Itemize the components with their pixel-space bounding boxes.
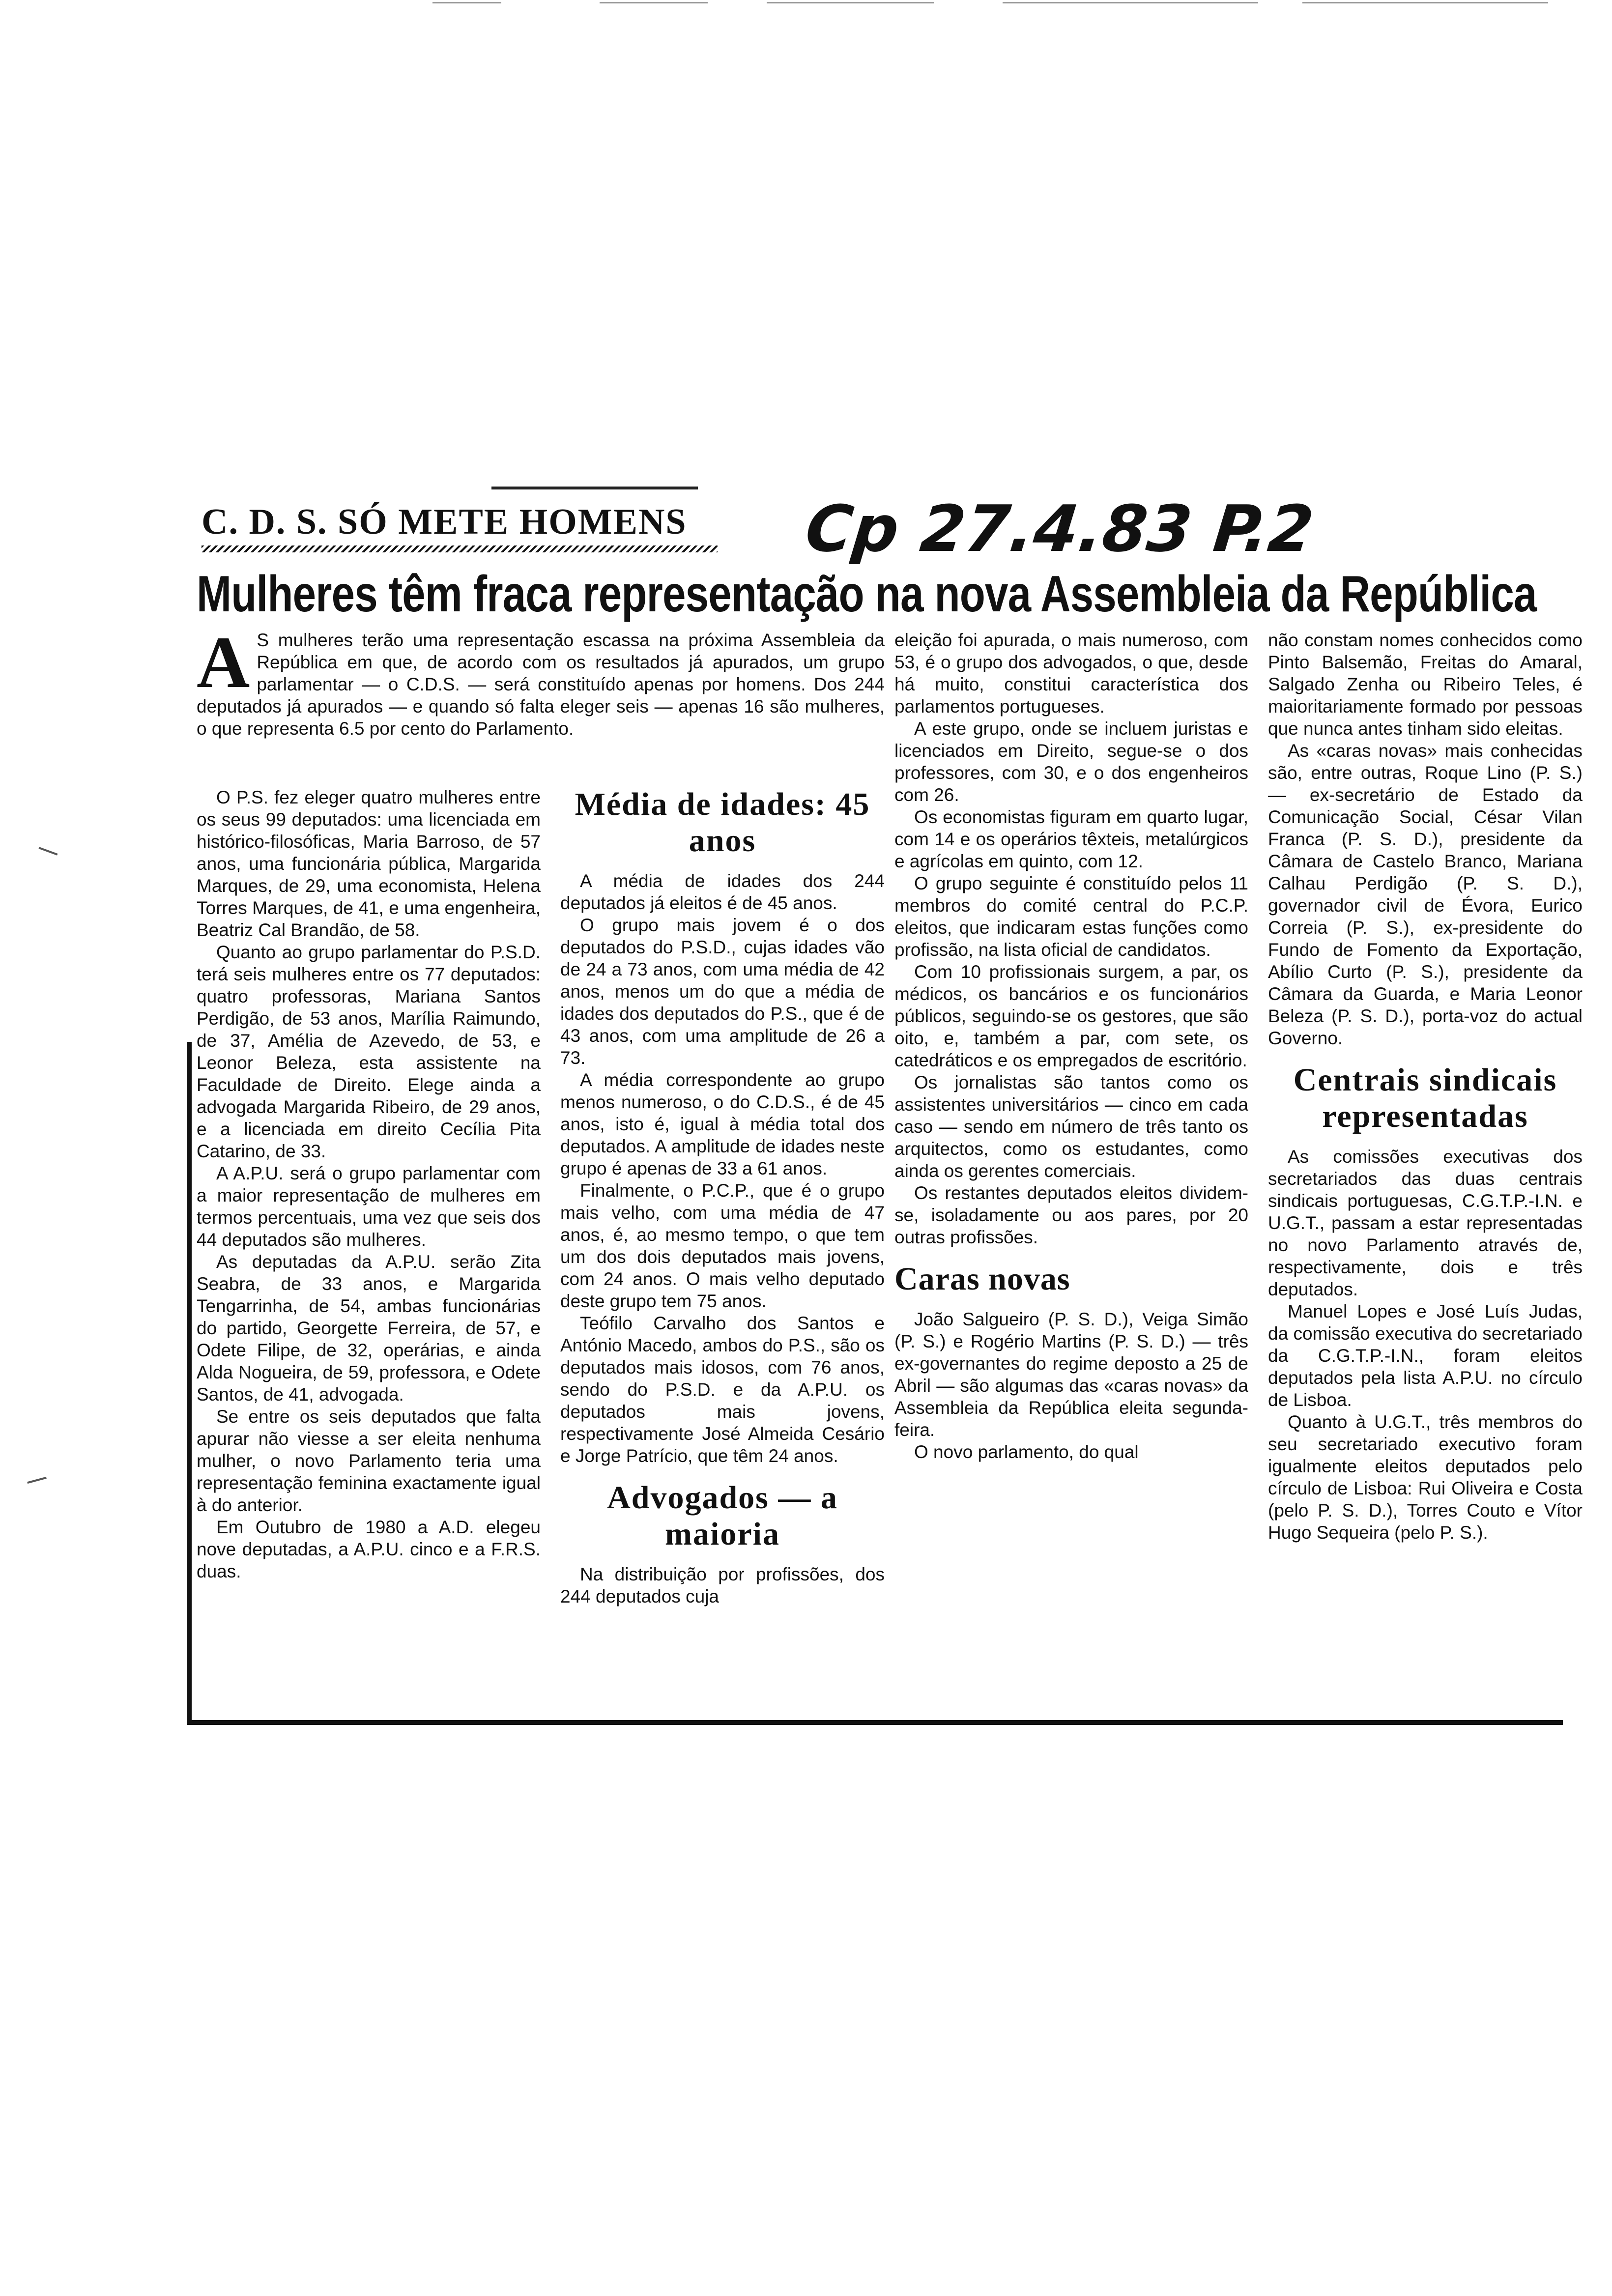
subheading-advogados: Advogados — a maioria [607, 1480, 838, 1552]
paragraph: Na distribuição por profissões, dos 244 deputados cuja [560, 1564, 885, 1607]
paragraph: A média correspondente ao grupo menos numeroso, o do C.D.S., é de 45 anos, isto é, igual à média total dos deputados. A amplitude de idades neste grupo é apenas de 33 a 61 anos. [560, 1070, 885, 1178]
paragraph: A este grupo, onde se incluem juristas e licenciados em Direito, segue-se o dos professores, com 30, e o dos engenheiros com 26. [894, 718, 1248, 805]
subheading-media-idades: Média de idades: 45 anos [575, 786, 870, 859]
paragraph: Manuel Lopes e José Luís Judas, da comissão executiva do secretariado da C.G.T.P.-I.N., foram eleitos deputados pela lista A.P.U. no círculo de Lisboa. [1268, 1301, 1583, 1410]
paragraph: Se entre os seis deputados que falta apurar não viesse a ser eleita nenhuma mulher, o novo Parlamento teria uma representação feminina exactamente igual à do anterior. [197, 1406, 541, 1515]
paragraph: Em Outubro de 1980 a A.D. elegeu nove deputadas, a A.P.U. cinco e a F.R.S. duas. [197, 1517, 541, 1581]
decorative-rule [202, 545, 718, 552]
headline: Mulheres têm fraca representação na nova Assembleia da República [197, 566, 1537, 623]
handwritten-note: Cp 27.4.83 P.2 [802, 491, 1317, 566]
column-4 [1268, 629, 1583, 1544]
paragraph: Os restantes deputados eleitos dividem-se, isoladamente ou aos pares, por 20 outras profissões. [894, 1183, 1248, 1247]
paragraph: Quanto ao grupo parlamentar do P.S.D. terá seis mulheres entre os 77 deputados: quatro professoras, Mariana Santos Perdigão, de 53 anos, Marília Raimundo, de 37, Amélia de Azevedo, de 53, e Leonor Beleza, esta assistente na Faculdade de Direito. Elege ainda a advogada Margarida Ribeiro, de 29 anos, e a licenciada em direito Cecília Pita Catarino, de 33. [197, 942, 541, 1161]
paragraph: Com 10 profissionais surgem, a par, os médicos, os bancários e os funcionários públicos, seguindo-se os gestores, que são oito, e, também a par, com sete, os catedráticos e os empregados de escritório. [894, 962, 1248, 1070]
paragraph: eleição foi apurada, o mais numeroso, com 53, é o grupo dos advogados, o que, desde há muito, constitui característica dos parlamentos portugueses. [894, 630, 1248, 717]
left-margin-bar [187, 1042, 192, 1725]
scan-edge-line [1003, 2, 1258, 3]
column-3 [894, 629, 1248, 1463]
paragraph: João Salgueiro (P. S. D.), Veiga Simão (P. S.) e Rogério Martins (P. S. D.) — três ex-governantes do regime deposto a 25 de Abril — são algumas das «caras novas» da Assembleia da República eleita segunda-feira. [894, 1309, 1248, 1440]
paragraph: Finalmente, o P.C.P., que é o grupo mais velho, com uma média de 47 anos, é, ao mesmo tempo, o que tem um dos dois deputados mais jovens, com 24 anos. O mais velho deputado deste grupo tem 75 anos. [560, 1180, 885, 1311]
paragraph: não constam nomes conhecidos como Pinto Balsemão, Freitas do Amaral, Salgado Zenha ou Ribeiro Teles, é maioritariamente formado por pessoas que nunca antes tinham sido eleitas. [1268, 630, 1583, 739]
scan-edge-line [600, 2, 708, 3]
drop-cap: A [197, 622, 250, 703]
paragraph: As «caras novas» mais conhecidas são, entre outras, Roque Lino (P. S.) — ex-secretário de Estado da Comunicação Social, César Vilan Franca (P. S. D.), presidente da Câmara de Castelo Branco, Mariana Calhau Perdigão (P. S. D.), governador civil de Évora, Eurico Correia (P. S.), ex-presidente do Fundo de Fomento da Exportação, Abílio Curto (P. S.), presidente da Câmara da Guarda, e Maria Leonor Beleza (P. S. D.), porta-voz do actual Governo. [1268, 741, 1583, 1048]
newspaper-clipping [187, 472, 1583, 1769]
scan-edge-line [1302, 2, 1548, 3]
scan-mark [27, 1477, 47, 1484]
subheading-caras-novas: Caras novas [894, 1261, 1070, 1297]
scan-mark [39, 847, 58, 855]
column-2 [560, 786, 885, 1607]
paragraph: A média de idades dos 244 deputados já eleitos é de 45 anos. [560, 871, 885, 913]
column-1 [197, 786, 541, 1582]
paragraph: Os economistas figuram em quarto lugar, com 14 e os operários têxteis, metalúrgicos e agrícolas em quinto, com 12. [894, 807, 1248, 871]
scan-edge-line [432, 2, 501, 3]
paragraph: Teófilo Carvalho dos Santos e António Macedo, ambos do P.S., são os deputados mais idosos, com 76 anos, sendo do P.S.D. e da A.P.U. os deputados mais jovens, respectivamente José Almeida Cesário e Jorge Patrício, que têm 24 anos. [560, 1313, 885, 1466]
kicker-rule [491, 487, 698, 489]
paragraph: O grupo seguinte é constituído pelos 11 membros do comité central do P.C.P. eleitos, que indicaram estas funções como profissão, na lista oficial de candidatos. [894, 873, 1248, 960]
paragraph: A A.P.U. será o grupo parlamentar com a maior representação de mulheres em termos percentuais, uma vez que seis dos 44 deputados são mulheres. [197, 1163, 541, 1250]
paragraph: O P.S. fez eleger quatro mulheres entre os seus 99 deputados: uma licenciada em histórico-filosóficas, Maria Barroso, de 57 anos, uma funcionária pública, Margarida Marques, de 29, uma economista, Helena Torres Marques, de 41, e uma engenheira, Beatriz Cal Brandão, de 58. [197, 787, 541, 940]
lead-text: S mulheres terão uma representação escassa na próxima Assembleia da República em que, de acordo com os resultados já apurados, um grupo parlamentar — o C.D.S. — será constituído apenas por homens. Dos 244 deputados já apurados — e quando só falta eleger seis — apenas 16 são mulheres, o que representa 6.5 por cento do Parlamento. [197, 630, 885, 739]
lead-paragraph [197, 622, 885, 740]
paragraph: O grupo mais jovem é o dos deputados do P.S.D., cujas idades vão de 24 a 73 anos, com uma média de 42 anos, menos um do que a média de idades dos deputados do P.S., que é de 43 anos, com uma amplitude de 26 a 73. [560, 915, 885, 1068]
paragraph: Os jornalistas são tantos como os assistentes universitários — cinco em cada caso — sendo em número de três tanto os arquitectos, como os estudantes, como ainda os gerentes comerciais. [894, 1072, 1248, 1181]
paragraph: Quanto à U.G.T., três membros do seu secretariado executivo foram igualmente eleitos deputados pelo círculo de Lisboa: Rui Oliveira e Costa (pelo P. S. D.), Torres Couto e Vítor Hugo Sequeira (pelo P. S.). [1268, 1412, 1583, 1543]
paragraph: As deputadas da A.P.U. serão Zita Seabra, de 33 anos, e Margarida Tengarrinha, de 54, ambas funcionárias do partido, Georgette Ferreira, de 57, e Odete Filipe, de 32, operárias, e ainda Alda Nogueira, de 59, professora, e Odete Santos, de 41, advogada. [197, 1252, 541, 1405]
bottom-rule [187, 1720, 1563, 1725]
paragraph: As comissões executivas dos secretariados das duas centrais sindicais portuguesas, C.G.T.P.-I.N. e U.G.T., passam a estar representadas no novo Parlamento através de, respectivamente, dois e três deputados. [1268, 1147, 1583, 1299]
kicker: C. D. S. SÓ METE HOMENS [202, 502, 687, 542]
paragraph: O novo parlamento, do qual [914, 1442, 1139, 1462]
subheading-centrais-sindicais: Centrais sindicais representadas [1293, 1062, 1557, 1134]
scan-edge-line [767, 2, 934, 3]
